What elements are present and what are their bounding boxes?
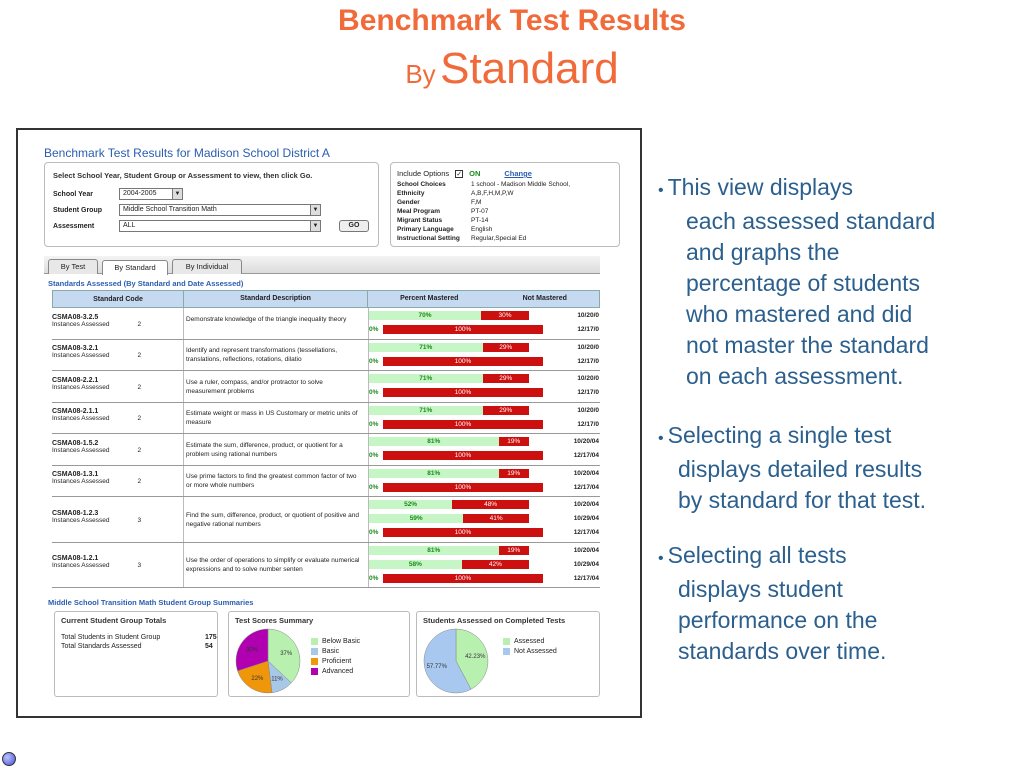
instances-value: 3 [137,516,142,524]
standard-description: Use prime factors to find the greatest common factor of two or more whole numbers [183,466,363,497]
include-option-value: A,B,F,H,M,P,W [471,190,514,197]
include-option-row [397,235,613,244]
selection-heading: Select School Year, Student Group or Assessment to view, then click Go. [53,171,313,180]
mastered-bar: 71% [369,343,483,352]
not-mastered-bar: 42% [462,560,529,569]
mastered-zero-label: 0% [369,529,379,536]
bullet-icon: • [658,430,664,447]
include-option-key: Gender [397,199,420,206]
include-option-key: Ethnicity [397,190,425,197]
mastery-bar-line [369,325,601,334]
legend-label: Basic [322,648,340,655]
header-not-mastered: Not Mastered [522,295,567,302]
not-mastered-bar: 100% [383,388,543,397]
bullet-line [658,605,1018,636]
pie-slice-label: 22% [251,675,264,682]
bullet-icon: • [658,182,664,199]
pie-slice-label: 37% [280,651,293,658]
table-row [52,497,600,543]
total-standards-label: Total Standards Assessed [61,643,142,650]
not-mastered-bar: 100% [383,451,543,460]
standard-description: Demonstrate knowledge of the triangle inequality theory [183,308,363,339]
standard-code-cell [52,408,182,422]
total-students-label: Total Students in Student Group [61,634,161,641]
legend-swatch [311,648,318,655]
pie-slice-label: 30% [245,647,258,654]
completed-tests-card [416,611,600,697]
mastery-bar-line [369,437,601,446]
instances-value: 2 [137,320,142,328]
mastery-bar-line [369,469,601,478]
totals-heading: Current Student Group Totals [61,616,167,625]
selection-box [44,162,379,247]
include-option-value: English [471,226,493,233]
assessment-date: 10/20/04 [573,438,599,445]
include-options-on: ON [469,169,481,178]
student-group-row [53,202,370,218]
legend-label: Below Basic [322,638,361,645]
assessment-date: 10/20/04 [573,469,599,477]
bullet-line [658,485,1018,516]
standard-description: Use a ruler, compass, and/or protractor to solve measurement problems [183,371,363,402]
assessment-date: 12/17/0 [577,420,599,428]
instances-label: Instances Assessed [52,478,110,486]
bullet-line [658,268,1018,299]
mastery-bars [368,308,600,339]
bullet-text: performance on the [678,607,878,633]
legend-swatch [311,668,318,675]
bullet-text: displays student [678,576,843,602]
bullet-line [658,636,1018,667]
mastery-bars [368,403,600,434]
header-results [367,291,599,307]
mastery-bar-line [369,560,601,569]
legend-item [311,668,353,675]
subtitle-by: By [405,59,436,89]
assessment-date: 12/17/04 [573,452,599,459]
mastered-bar: 81% [369,546,499,555]
assessment-date: 10/20/0 [577,312,599,319]
include-options-heading: Include Options [397,169,450,178]
standard-code: CSMA08-2.2.1 [52,376,99,384]
not-mastered-bar: 41% [463,514,529,523]
legend-label: Not Assessed [514,648,557,655]
mastered-zero-label: 0% [369,389,379,396]
mastered-bar: 71% [369,374,483,383]
standard-code-cell [52,314,182,328]
chevron-down-icon[interactable]: ▼ [172,189,182,199]
legend-swatch [311,638,318,645]
standard-code: CSMA08-3.2.1 [52,345,99,353]
legend-label: Proficient [322,658,352,665]
instances-label: Instances Assessed [52,415,110,423]
instances-label: Instances Assessed [52,516,110,524]
go-button[interactable]: GO [339,220,369,232]
chevron-down-icon[interactable]: ▼ [310,221,320,231]
school-year-select[interactable] [119,188,183,200]
not-mastered-bar: 100% [383,574,543,583]
instances-assessed [52,384,182,391]
table-row [52,308,600,340]
standard-description: Use the order of operations to simplify or evaluate numerical expressions and to solve number senten [183,543,363,588]
bullet-item [658,540,1018,667]
mastery-bar-line [369,311,601,320]
bullet-text: on each assessment. [686,363,904,389]
assessment-date: 12/17/04 [573,483,599,491]
mastery-bars [368,340,600,371]
bullet-line [658,361,1018,392]
bullet-line [658,299,1018,330]
include-options-checkbox[interactable]: ✓ [456,170,463,178]
mastery-bar-line [369,374,601,383]
not-mastered-bar: 100% [383,325,543,334]
mastery-bar-line [369,528,601,537]
standard-code: CSMA08-1.2.1 [52,555,99,563]
standards-table [52,290,600,588]
table-row [52,340,600,372]
instances-label: Instances Assessed [52,352,110,360]
instances-assessed [52,352,182,359]
assessment-date: 10/20/04 [573,546,599,554]
not-mastered-bar: 29% [483,374,529,383]
table-row [52,466,600,498]
legend-swatch [503,638,510,645]
student-group-value: Middle School Transition Math [123,206,217,213]
school-year-row [53,186,370,202]
table-row [52,403,600,435]
nav-button[interactable] [2,752,16,766]
instances-value: 2 [137,352,142,360]
tab-by-individual[interactable]: By Individual [172,259,242,274]
bullet-text: percentage of students [686,270,920,296]
student-group-select[interactable] [119,204,321,216]
mastery-bar-line [369,514,601,523]
mastered-zero-label: 0% [369,326,379,333]
instances-value: 3 [137,562,142,570]
include-option-key: Instructional Setting [397,235,460,242]
standard-code-cell [52,555,182,569]
not-mastered-bar: 29% [483,406,529,415]
bullet-line [658,540,1018,574]
bullet-line [658,237,1018,268]
legend-item [503,638,544,645]
standard-code-cell [52,471,182,485]
table-row [52,371,600,403]
school-year-value: 2004-2005 [123,190,157,197]
mastery-bar-line [369,500,601,509]
mastery-bar-line [369,546,601,555]
bullet-item [658,420,1018,516]
pie-slice-label: 11% [271,676,283,683]
report-title: Benchmark Test Results for Madison School District A [44,146,330,160]
total-students-value: 175 [205,634,217,641]
bullet-item [658,172,1018,392]
not-mastered-bar: 48% [452,500,529,509]
legend-item [311,648,339,655]
assessment-date: 10/20/0 [577,375,599,382]
instances-assessed [52,415,182,422]
mastery-bars [368,434,600,465]
assessment-value: ALL [123,222,136,229]
mastered-bar: 81% [369,469,499,478]
mastery-bars [368,466,600,497]
bullet-text: each assessed standard [686,208,936,234]
not-mastered-bar: 30% [481,311,529,320]
totals-card [54,611,218,697]
not-mastered-bar: 19% [499,546,529,555]
bullet-text: who mastered and did [686,301,913,327]
mastered-zero-label: 0% [369,357,379,365]
bullet-line [658,206,1018,237]
bullet-text: by standard for that test. [678,487,927,513]
pie-slice-label: 42.23% [465,654,486,661]
table-row [52,434,600,466]
assessment-date: 10/20/0 [577,343,599,351]
chevron-down-icon[interactable]: ▼ [310,205,320,215]
legend-swatch [503,648,510,655]
assessment-date: 12/17/0 [577,326,599,333]
bullet-text: This view displays [667,174,853,200]
mastery-bars [368,497,600,542]
slide-title: Benchmark Test Results [338,4,686,37]
standard-description: Estimate weight or mass in US Customary or metric units of measure [183,403,363,434]
mastery-bar-line [369,343,601,352]
mastered-bar: 58% [369,560,462,569]
include-option-value: F,M [471,199,482,206]
assessment-date: 10/29/04 [573,515,599,522]
instances-value: 2 [137,383,142,391]
legend-label: Assessed [514,638,545,645]
assessment-date: 12/17/04 [573,529,599,536]
mastered-bar: 59% [369,514,463,523]
tab-bar [44,256,600,274]
mastery-bar-line [369,451,601,460]
standard-description: Identify and represent transformations (tessellations, translations, reflections, rotations, dilatio [183,340,363,371]
include-options-list [397,181,613,244]
not-mastered-bar: 29% [483,343,529,352]
include-option-row [397,199,613,208]
standard-code: CSMA08-3.2.5 [52,313,99,321]
instances-assessed [52,321,182,328]
bullet-text: and graphs the [686,239,840,265]
instances-label: Instances Assessed [52,320,110,328]
include-option-row [397,181,613,190]
legend-item [311,658,351,665]
standard-code-cell [52,345,182,359]
include-options-header [397,169,613,178]
mastered-bar: 71% [369,406,483,415]
mastered-zero-label: 0% [369,483,379,491]
include-option-row [397,208,613,217]
include-option-key: Primary Language [397,226,454,233]
mastery-bar-line [369,574,601,583]
assessment-date: 10/20/0 [577,406,599,414]
include-option-value: PT-07 [471,208,489,215]
include-options-box [390,162,620,247]
mastery-bar-line [369,406,601,415]
not-mastered-bar: 19% [499,469,529,478]
standard-code-cell [52,510,182,524]
assessment-date: 10/20/04 [573,501,599,508]
mastered-zero-label: 0% [369,574,379,582]
not-mastered-bar: 100% [383,528,543,537]
total-standards-value: 54 [205,643,213,650]
standard-code: CSMA08-2.1.1 [52,408,99,416]
mastered-bar: 52% [369,500,452,509]
bullet-text: displays detailed results [678,456,923,482]
slide-subtitle [0,44,1024,94]
bullet-line [658,172,1018,206]
mastery-bar-line [369,420,601,429]
completed-tests-heading: Students Assessed on Completed Tests [423,616,566,625]
legend-swatch [311,658,318,665]
change-link[interactable]: Change [504,169,532,178]
mastered-zero-label: 0% [369,420,379,428]
include-option-key: School Choices [397,181,446,188]
mastery-bars [368,371,600,402]
not-mastered-bar: 100% [383,483,543,492]
bullet-line [658,420,1018,454]
legend-label: Advanced [322,668,354,675]
instances-value: 2 [137,478,142,486]
school-year-label: School Year [53,190,93,198]
bullet-icon: • [658,550,664,567]
tab-by-standard[interactable]: By Standard [102,260,168,275]
instances-assessed [52,517,182,524]
student-group-label: Student Group [53,206,102,214]
bullet-text: standards over time. [678,638,887,664]
not-mastered-bar: 100% [383,357,543,366]
bullet-text: not master the standard [686,332,929,358]
mastered-bar: 70% [369,311,481,320]
standard-description: Estimate the sum, difference, product, or quotient for a problem using rational numbers [183,434,363,465]
assessment-label: Assessment [53,222,95,230]
assessment-select[interactable] [119,220,321,232]
table-row [52,543,600,589]
instances-label: Instances Assessed [52,562,110,570]
mastery-bar-line [369,357,601,366]
include-option-key: Migrant Status [397,217,443,224]
section-title: Standards Assessed (By Standard and Date Assessed) [48,279,244,288]
instances-value: 2 [137,446,142,454]
legend-item [503,648,557,655]
standard-code: CSMA08-1.3.1 [52,471,99,479]
standard-code: CSMA08-1.5.2 [52,439,99,447]
include-option-row [397,217,613,226]
mastery-bars [368,543,600,588]
header-standard-description: Standard Description [183,291,367,307]
test-scores-pie [233,626,303,696]
include-option-row [397,226,613,235]
instances-label: Instances Assessed [52,383,110,391]
subtitle-standard: Standard [440,44,619,93]
include-option-value: Regular,Special Ed [471,235,527,242]
pie-slice-label: 57.77% [426,663,447,670]
instances-assessed [52,478,182,485]
assessment-row [53,218,370,234]
standard-code-cell [52,440,182,454]
assessment-date: 12/17/0 [577,357,599,365]
report-screenshot-panel [16,128,642,718]
assessment-date: 10/29/04 [573,560,599,568]
bullet-line [658,330,1018,361]
test-scores-heading: Test Scores Summary [235,616,314,625]
mastered-bar: 81% [369,437,499,446]
standard-code: CSMA08-1.2.3 [52,509,99,517]
assessment-date: 12/17/0 [577,389,599,396]
mastered-zero-label: 0% [369,452,379,459]
instances-assessed [52,447,182,454]
not-mastered-bar: 19% [499,437,529,446]
completed-tests-pie [421,626,491,696]
include-option-key: Meal Program [397,208,440,215]
standard-code-cell [52,377,182,391]
instances-assessed [52,562,182,569]
summary-title: Middle School Transition Math Student Group Summaries [48,598,254,607]
not-mastered-bar: 100% [383,420,543,429]
bullet-line [658,454,1018,485]
instances-value: 2 [137,415,142,423]
mastery-bar-line [369,388,601,397]
bullet-text: Selecting a single test [667,422,892,448]
legend-item [311,638,360,645]
include-option-value: 1 school - Madison Middle School, [471,181,570,188]
table-body [52,308,600,588]
mastery-bar-line [369,483,601,492]
tab-by-test[interactable]: By Test [48,259,98,274]
instances-label: Instances Assessed [52,446,110,454]
include-option-row [397,190,613,199]
assessment-date: 12/17/04 [573,574,599,582]
bullet-text: Selecting all tests [667,542,847,568]
test-scores-card [228,611,410,697]
header-percent-mastered: Percent Mastered [400,295,459,302]
header-standard-code: Standard Code [93,295,143,303]
standard-description: Find the sum, difference, product, or quotient of positive and negative rational numbers [183,497,363,542]
include-option-value: PT-14 [471,217,489,224]
bullet-line [658,574,1018,605]
table-header [52,290,600,308]
